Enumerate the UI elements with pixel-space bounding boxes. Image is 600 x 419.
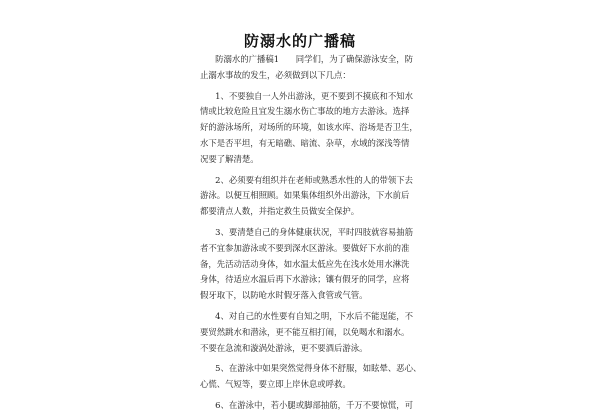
text-line: 防溺水的广播稿1 同学们，为了确保游泳安全，防 [215,54,414,64]
paragraph [200,89,418,168]
document-title: 防溺水的广播稿 [243,32,356,50]
text-line: 心慌、气短等，要立即上岸休息或呼救。 [200,379,351,390]
text-line: 4、对自己的水性要有自知之明，下水后不能逞能，不 [215,310,414,321]
text-line: 2、必须要有组织并在老师或熟悉水性的人的带领下去 [215,174,414,185]
paragraph [200,173,414,220]
paragraph [200,309,414,356]
text-line: 3、要清楚自己的身体健康状况，平时四肢就容易抽筋 [215,226,414,237]
text-line: 备，先活动活动身体，如水温太低应先在浅水处用水淋洗 [200,258,410,269]
text-line: 6、在游泳中，若小腿或脚部抽筋，千万不要惊慌，可 [215,399,414,410]
paragraph [200,398,414,414]
text-line: 况要了解清楚。 [200,153,259,164]
text-line: 者不宜参加游泳或不要到深水区游泳。要做好下水前的准 [200,242,410,253]
document-body [200,52,422,419]
text-line: 都要清点人数，并指定救生员做安全保护。 [200,206,360,217]
text-line: 不要在急流和漩涡处游泳，更不要酒后游泳。 [200,342,368,353]
text-line: 5、在游泳中如果突然觉得身体不舒服，如眩晕、恶心、 [215,363,422,374]
text-line: 好的游泳场所，对场所的环境，如该水库、浴场是否卫生， [200,122,418,133]
paragraph [200,225,414,304]
text-line: 1、不要独自一人外出游泳，更不要到不摸底和不知水 [215,90,414,101]
text-line: 要贸然跳水和潜泳，更不能互相打闹，以免喝水和溺水。 [200,326,410,337]
paragraph [200,361,422,393]
text-line: 身体，待适应水温后再下水游泳；镶有假牙的同学，应将 [200,274,410,285]
text-line: 水下是否平坦，有无暗礁、暗流、杂草，水域的深浅等情 [200,137,410,148]
text-line: 止溺水事故的发生，必须做到以下几点： [200,69,351,80]
text-line: 情或比较危险且宜发生溺水伤亡事故的地方去游泳。选择 [200,106,410,117]
text-line: 假牙取下，以防呛水时假牙落入食管或气管。 [200,290,368,301]
text-line: 游泳。以便互相照顾。如果集体组织外出游泳，下水前后 [200,190,410,201]
paragraph [200,52,414,84]
